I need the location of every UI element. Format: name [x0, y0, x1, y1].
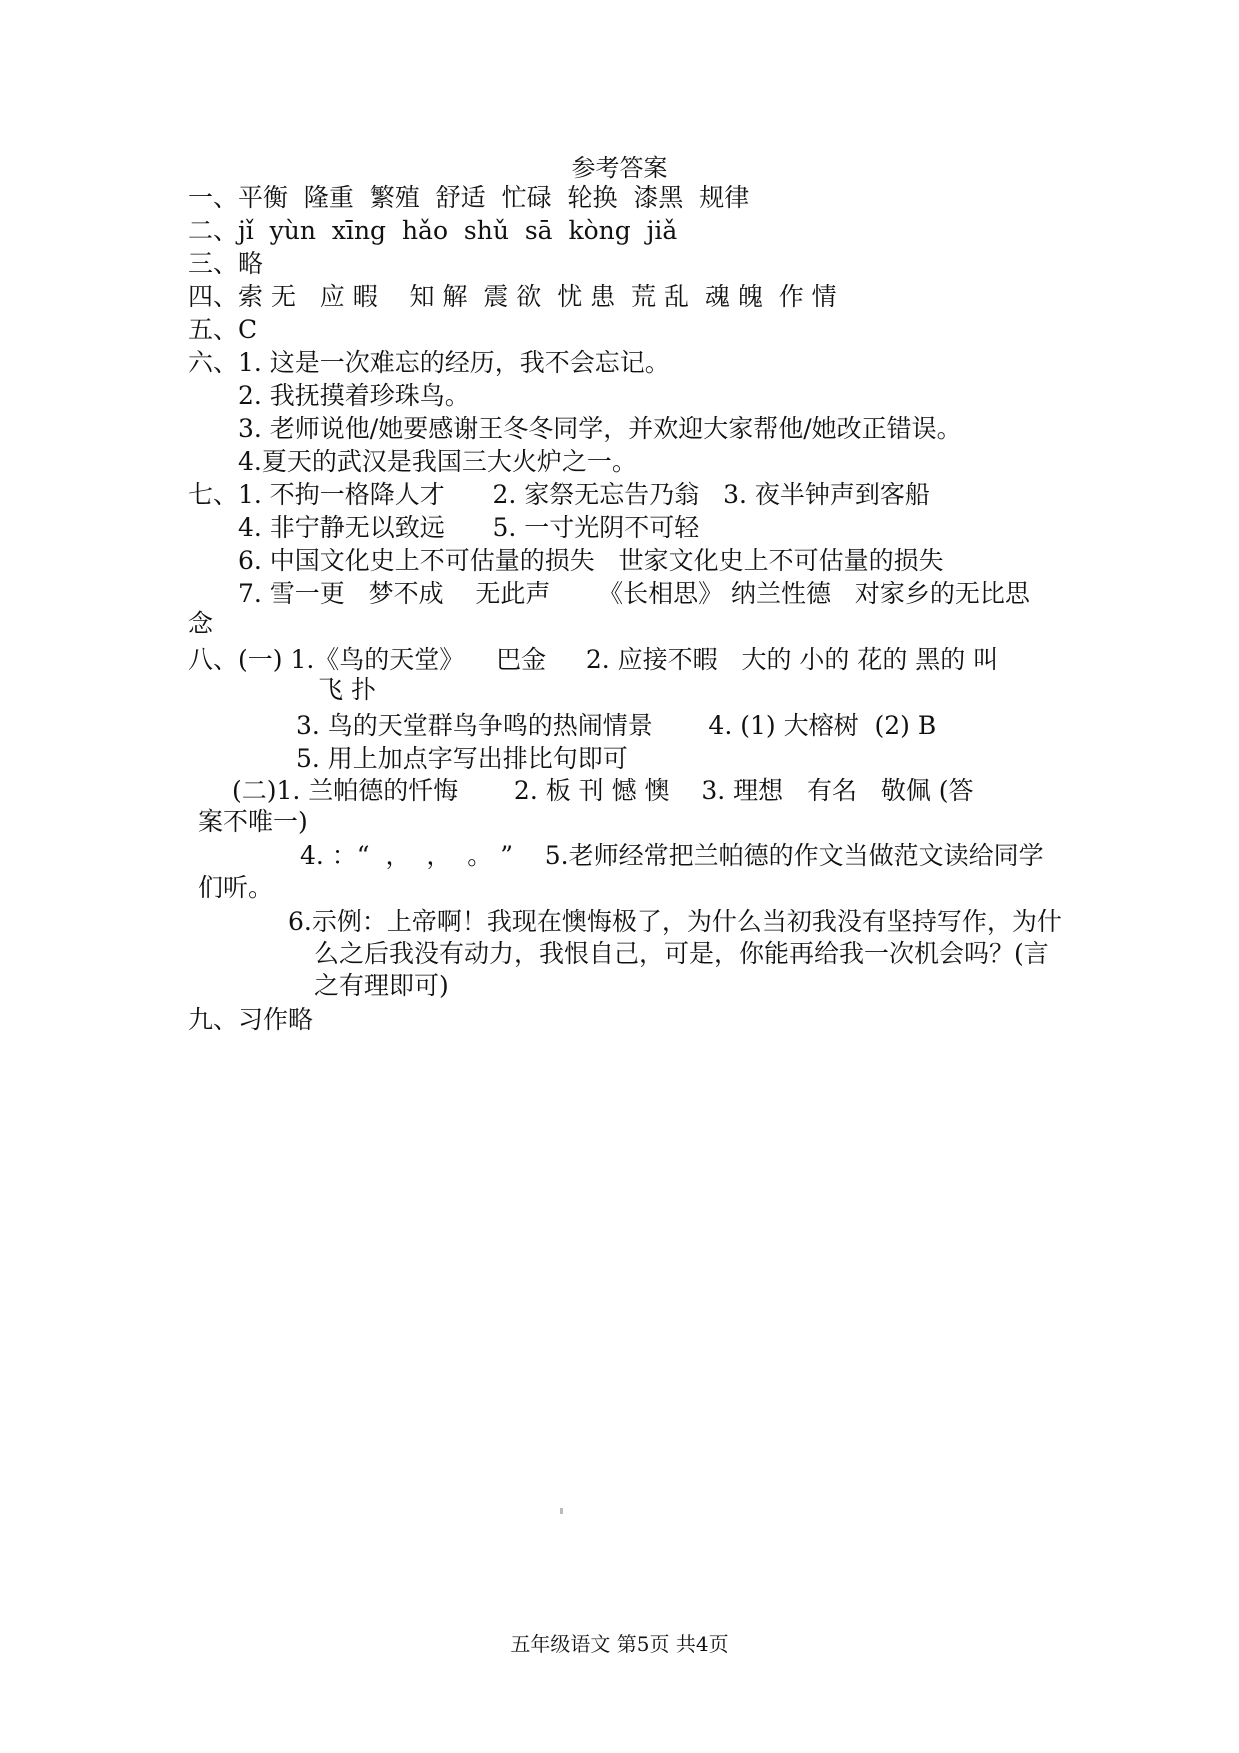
answer-line-5: 五、C	[188, 315, 258, 344]
answer-line-8-2-4: 4. ：“ ， ， 。 ” 5.老师经常把兰帕德的作文当做范文读给同学	[300, 841, 1044, 870]
answer-line-7: 七、1. 不拘一格降人才 2. 家祭无忘告乃翁 3. 夜半钟声到客船	[188, 480, 930, 509]
answer-line-7-2: 4. 非宁静无以致远 5. 一寸光阴不可轻	[238, 513, 700, 542]
scan-speck	[560, 1508, 563, 1514]
answer-line-8-2-1: (二)1. 兰帕德的忏悔 2. 板 刊 憾 懊 3. 理想 有名 敬佩 (答	[232, 776, 974, 805]
answer-line-4: 四、索 无 应 暇 知 解 震 欲 忧 患 荒 乱 魂 魄 作 情	[188, 282, 837, 311]
answer-line-6-4: 4.夏天的武汉是我国三大火炉之一。	[238, 447, 637, 476]
answer-line-7-4-cont: 念	[188, 609, 214, 638]
answer-line-6-3: 3. 老师说他/她要感谢王冬冬同学，并欢迎大家帮他/她改正错误。	[238, 414, 962, 443]
answer-line-8-2-6-cont1: 么之后我没有动力，我恨自己，可是，你能再给我一次机会吗？(言	[314, 939, 1049, 968]
answer-line-2: 二、jǐ yùn xīng hǎo shǔ sā kòng jiǎ	[188, 216, 678, 245]
page-footer: 五年级语文 第5页 共4页	[510, 1632, 729, 1656]
answer-line-6-2: 2. 我抚摸着珍珠鸟。	[238, 381, 470, 410]
answer-line-6: 六、1. 这是一次难忘的经历，我不会忘记。	[188, 348, 670, 377]
answer-line-8-3: 3. 鸟的天堂群鸟争鸣的热闹情景 4. (1) 大榕树 (2) B	[296, 711, 937, 740]
answer-line-8-2-6: 6.示例：上帝啊！我现在懊悔极了，为什么当初我没有坚持写作，为什	[288, 907, 1062, 936]
answer-line-7-3: 6. 中国文化史上不可估量的损失 世家文化史上不可估量的损失	[238, 546, 944, 575]
answer-line-9: 九、习作略	[188, 1005, 314, 1034]
answer-line-8-5: 5. 用上加点字写出排比句即可	[296, 744, 628, 773]
answer-line-8-2-1-cont: 案不唯一)	[198, 807, 308, 836]
answer-line-3: 三、略	[188, 249, 264, 278]
answer-line-8-2-4-cont: 们听。	[198, 873, 274, 902]
answer-line-8-1: 八、(一) 1.《鸟的天堂》 巴金 2. 应接不暇 大的 小的 花的 黑的 叫	[188, 645, 999, 674]
page-title: 参考答案	[571, 154, 668, 182]
answer-line-8-1-cont: 飞 扑	[318, 675, 376, 704]
answer-line-7-4: 7. 雪一更 梦不成 无此声 《长相思》 纳兰性德 对家乡的无比思	[238, 579, 1030, 608]
answer-line-1: 一、平衡 隆重 繁殖 舒适 忙碌 轮换 漆黑 规律	[188, 183, 750, 212]
answer-line-8-2-6-cont2: 之有理即可)	[314, 971, 449, 1000]
